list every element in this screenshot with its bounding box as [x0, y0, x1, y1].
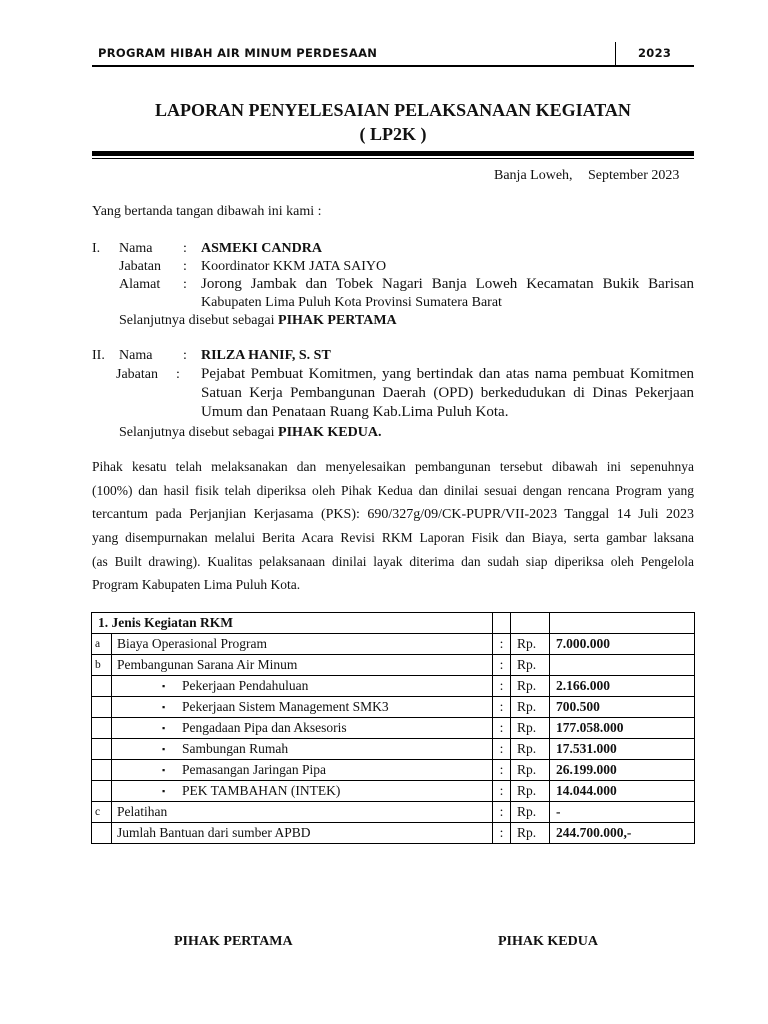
- header-divider: [615, 42, 616, 66]
- title-rule-thin: [92, 158, 694, 159]
- row-value: 26.199.000: [550, 760, 695, 781]
- row-colon: :: [493, 718, 511, 739]
- row-label-cell: [112, 697, 493, 718]
- signature-first-party: PIHAK PERTAMA: [174, 934, 293, 949]
- row-colon: :: [493, 634, 511, 655]
- row-letter: [92, 781, 112, 802]
- paragraph-line: (as Built drawing). Kualitas pelaksanaan dinilai layak diterima dan sudah siap diperiksa oleh Pengelola: [92, 554, 694, 569]
- row-currency: Rp.: [511, 781, 550, 802]
- row-label: Jumlah Bantuan dari sumber APBD: [117, 825, 311, 840]
- table-row: [92, 823, 695, 844]
- row-currency: Rp.: [511, 760, 550, 781]
- table-heading: 1. Jenis Kegiatan RKM: [92, 613, 493, 634]
- intro-text: Yang bertanda tangan dibawah ini kami :: [92, 204, 322, 219]
- paragraph-line: Program Kabupaten Lima Puluh Kota.: [92, 577, 301, 592]
- row-label-cell: [112, 823, 493, 844]
- row-value: -: [550, 802, 695, 823]
- bullet-icon: ▪: [162, 765, 166, 775]
- program-header: PROGRAM HIBAH AIR MINUM PERDESAAN: [98, 46, 378, 60]
- row-label-cell: [112, 718, 493, 739]
- row-value: [550, 655, 695, 676]
- row-currency: Rp.: [511, 739, 550, 760]
- row-colon: :: [493, 739, 511, 760]
- table-row: [92, 676, 695, 697]
- row-label-cell: [112, 634, 493, 655]
- paragraph-line: (100%) dan hasil fisik telah diperiksa oleh Pihak Kedua dan dinilai sesuai dengan rencana Program yang: [92, 483, 694, 498]
- party1-jabatan: Koordinator KKM JATA SAIYO: [201, 259, 387, 274]
- header-rule: [92, 65, 694, 67]
- row-label: Pemasangan Jaringan Pipa: [182, 762, 326, 777]
- table-row: [92, 781, 695, 802]
- row-colon: :: [493, 655, 511, 676]
- row-value: 17.531.000: [550, 739, 695, 760]
- row-label-cell: [112, 739, 493, 760]
- table-row: [92, 655, 695, 676]
- bullet-icon: ▪: [162, 702, 166, 712]
- party2-name-label: Nama: [119, 348, 153, 363]
- row-label: Pengadaan Pipa dan Aksesoris: [182, 720, 347, 735]
- row-letter: [92, 760, 112, 781]
- bullet-icon: ▪: [162, 786, 166, 796]
- row-colon: :: [493, 781, 511, 802]
- party1-jabatan-label: Jabatan: [119, 259, 161, 274]
- row-colon: :: [493, 697, 511, 718]
- row-letter: a: [92, 634, 112, 655]
- row-label: Pembangunan Sarana Air Minum: [117, 657, 298, 672]
- row-letter: [92, 718, 112, 739]
- row-value: 2.166.000: [550, 676, 695, 697]
- row-label: Pekerjaan Pendahuluan: [182, 678, 309, 693]
- bullet-icon: ▪: [162, 681, 166, 691]
- paragraph-line: yang disempurnakan melalui Berita Acara Revisi RKM Laporan Fisik dan Biaya, serta gambar laksana: [92, 530, 694, 545]
- party2-designation: [119, 425, 381, 441]
- table-row: [92, 697, 695, 718]
- table-row: [92, 739, 695, 760]
- party1-alamat-colon: :: [183, 277, 187, 292]
- party2-jabatan-label: Jabatan: [116, 367, 158, 382]
- document-subtitle: ( LP2K ): [359, 124, 427, 144]
- row-currency: Rp.: [511, 655, 550, 676]
- party1-designation-prefix: Selanjutnya disebut sebagai: [119, 313, 275, 328]
- party1-name: ASMEKI CANDRA: [201, 241, 322, 256]
- title-rule-thick: [92, 151, 694, 156]
- party2-designation-prefix: Selanjutnya disebut sebagai: [119, 425, 275, 440]
- row-value: 177.058.000: [550, 718, 695, 739]
- party1-alamat-label: Alamat: [119, 277, 161, 292]
- row-value: 700.500: [550, 697, 695, 718]
- bullet-icon: ▪: [162, 723, 166, 733]
- row-colon: :: [493, 760, 511, 781]
- row-letter: b: [92, 655, 112, 676]
- party1-alamat-line2: Kabupaten Lima Puluh Kota Provinsi Sumatera Barat: [201, 295, 502, 310]
- document-title: LAPORAN PENYELESAIAN PELAKSANAAN KEGIATAN: [155, 100, 631, 120]
- row-currency: Rp.: [511, 676, 550, 697]
- row-label: PEK TAMBAHAN (INTEK): [182, 783, 341, 798]
- row-currency: Rp.: [511, 634, 550, 655]
- row-colon: :: [493, 802, 511, 823]
- row-label: Biaya Operasional Program: [117, 636, 267, 651]
- row-label: Pelatihan: [117, 804, 168, 819]
- row-label: Sambungan Rumah: [182, 741, 289, 756]
- party2-jabatan-line3: Umum dan Penataan Ruang Kab.Lima Puluh Kota.: [201, 404, 509, 420]
- table-row: [92, 802, 695, 823]
- party1-number: I.: [92, 241, 101, 256]
- date: September 2023: [588, 168, 680, 183]
- row-label-cell: [112, 655, 493, 676]
- party1-name-label: Nama: [119, 241, 153, 256]
- row-label: Pekerjaan Sistem Management SMK3: [182, 699, 389, 714]
- row-label-cell: [112, 760, 493, 781]
- party2-name: RILZA HANIF, S. ST: [201, 348, 331, 363]
- paragraph-line: tercantum pada Perjanjian Kerjasama (PKS): 690/327g/09/CK-PUPR/VII-2023 Tanggal 14 Juli 2023: [92, 507, 694, 522]
- party2-jabatan-line1: Pejabat Pembuat Komitmen, yang bertindak dan atas nama pembuat Komitmen: [201, 366, 694, 382]
- row-label-cell: [112, 802, 493, 823]
- bullet-icon: ▪: [162, 744, 166, 754]
- party1-designation: [119, 313, 397, 329]
- party2-jabatan-line2: Satuan Kerja Pembangunan Daerah (OPD) berkedudukan di Dinas Pekerjaan: [201, 385, 694, 401]
- table-cell: [493, 613, 511, 634]
- party1-alamat-line1: Jorong Jambak dan Tobek Nagari Banja Loweh Kecamatan Bukik Barisan: [201, 276, 694, 292]
- table-row: [92, 760, 695, 781]
- party2-name-colon: :: [183, 348, 187, 363]
- paragraph-line: Pihak kesatu telah melaksanakan dan menyelesaikan pembangunan tersebut dibawah ini sepenuhnya: [92, 459, 694, 474]
- party2-designation-role: PIHAK KEDUA.: [278, 425, 382, 440]
- row-currency: Rp.: [511, 718, 550, 739]
- signature-second-party: PIHAK KEDUA: [498, 934, 598, 949]
- party1-designation-role: PIHAK PERTAMA: [278, 313, 397, 328]
- table-row: [92, 718, 695, 739]
- party2-number: II.: [92, 348, 105, 363]
- header-year: 2023: [638, 46, 672, 60]
- row-value: 14.044.000: [550, 781, 695, 802]
- row-letter: [92, 676, 112, 697]
- row-colon: :: [493, 676, 511, 697]
- row-colon: :: [493, 823, 511, 844]
- table-cell: [550, 613, 695, 634]
- place: Banja Loweh,: [494, 168, 573, 183]
- row-currency: Rp.: [511, 802, 550, 823]
- row-currency: Rp.: [511, 697, 550, 718]
- rkm-table: [91, 612, 695, 844]
- row-letter: [92, 823, 112, 844]
- party2-jabatan-colon: :: [176, 367, 180, 382]
- row-currency: Rp.: [511, 823, 550, 844]
- table-cell: [511, 613, 550, 634]
- table-heading-row: [92, 613, 695, 634]
- party1-jabatan-colon: :: [183, 259, 187, 274]
- row-label-cell: [112, 781, 493, 802]
- row-letter: c: [92, 802, 112, 823]
- row-label-cell: [112, 676, 493, 697]
- table-row: [92, 634, 695, 655]
- row-letter: [92, 697, 112, 718]
- party1-name-colon: :: [183, 241, 187, 256]
- row-letter: [92, 739, 112, 760]
- row-value: 244.700.000,-: [550, 823, 695, 844]
- row-value: 7.000.000: [550, 634, 695, 655]
